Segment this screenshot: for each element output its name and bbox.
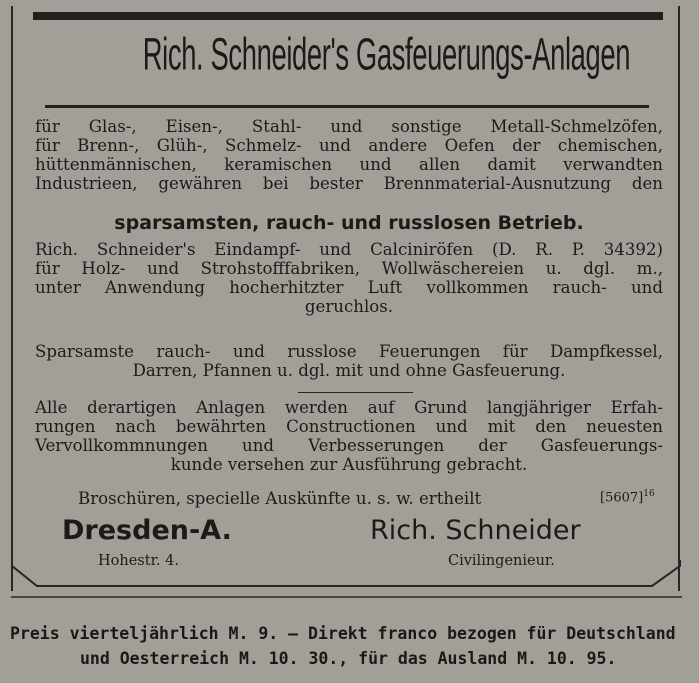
paragraph-line: für Holz- und Strohstofffabriken, Wollwäschereien u. dgl. m., [35, 259, 663, 278]
paragraph-line: rungen nach bewährten Constructionen und mit den neuesten [35, 417, 663, 436]
paragraph-line: kunde versehen zur Ausführung gebracht. [170, 455, 528, 474]
headline-container [48, 30, 650, 81]
brochure-note: Broschüren, specielle Auskünfte u. s. w. ertheilt [78, 489, 482, 508]
paragraph-line: unter Anwendung hocherhitzter Luft vollkommen rauch- und [35, 278, 663, 297]
headline-rule [45, 105, 649, 108]
paragraph-line: für Glas-, Eisen-, Stahl- und sonstige Metall-Schmelzöfen, [35, 117, 663, 136]
paragraph-line: Industrieen, gewähren bei bester Brennmaterial-Ausnutzung den [35, 174, 663, 193]
location: Dresden-A. [62, 515, 232, 546]
reference-code-number: [5607] [600, 490, 644, 506]
paragraph-line: Alle derartigen Anlagen werden auf Grund langjähriger Erfah- [35, 398, 663, 417]
section-divider [298, 392, 413, 393]
paragraph-line: hüttenmännischen, keramischen und allen damit verwandten [35, 155, 663, 174]
paragraph-line: Sparsamste rauch- und russlose Feuerungen für Dampfkessel, [35, 342, 663, 361]
slogan-line: sparsamsten, rauch- und russlosen Betrieb. [114, 212, 584, 234]
signature-title: Civilingenieur. [448, 553, 555, 569]
paragraph-line: Rich. Schneider's Eindampf- und Calciniröfen (D. R. P. 34392) [35, 240, 663, 259]
price-line: und Oesterreich M. 10. 30., für das Ausland M. 10. 95. [80, 649, 617, 668]
paragraph-line: geruchlos. [304, 297, 394, 316]
reference-code-superscript: 16 [643, 489, 655, 499]
paragraph-calcining-ovens [35, 240, 663, 316]
paragraph-line: Darren, Pfannen u. dgl. mit und ohne Gasfeuerung. [132, 361, 566, 380]
paragraph-line: für Brenn-, Glüh-, Schmelz- und andere Oefen der chemischen, [35, 136, 663, 155]
address: Hohestr. 4. [98, 553, 179, 569]
paragraph-applications [35, 117, 663, 193]
headline: Rich. Schneider's Gasfeuerungs-Anlagen [142, 30, 631, 81]
signature-name: Rich. Schneider [370, 515, 581, 546]
paragraph-experience [35, 398, 663, 474]
paragraph-line: Vervollkommnungen und Verbesserungen der Gasfeuerungs- [35, 436, 663, 455]
reference-code [600, 489, 655, 505]
paragraph-furnaces [35, 342, 663, 380]
price-line: Preis vierteljährlich M. 9. — Direkt franco bezogen für Deutschland [10, 624, 676, 643]
subscription-price [10, 621, 696, 671]
